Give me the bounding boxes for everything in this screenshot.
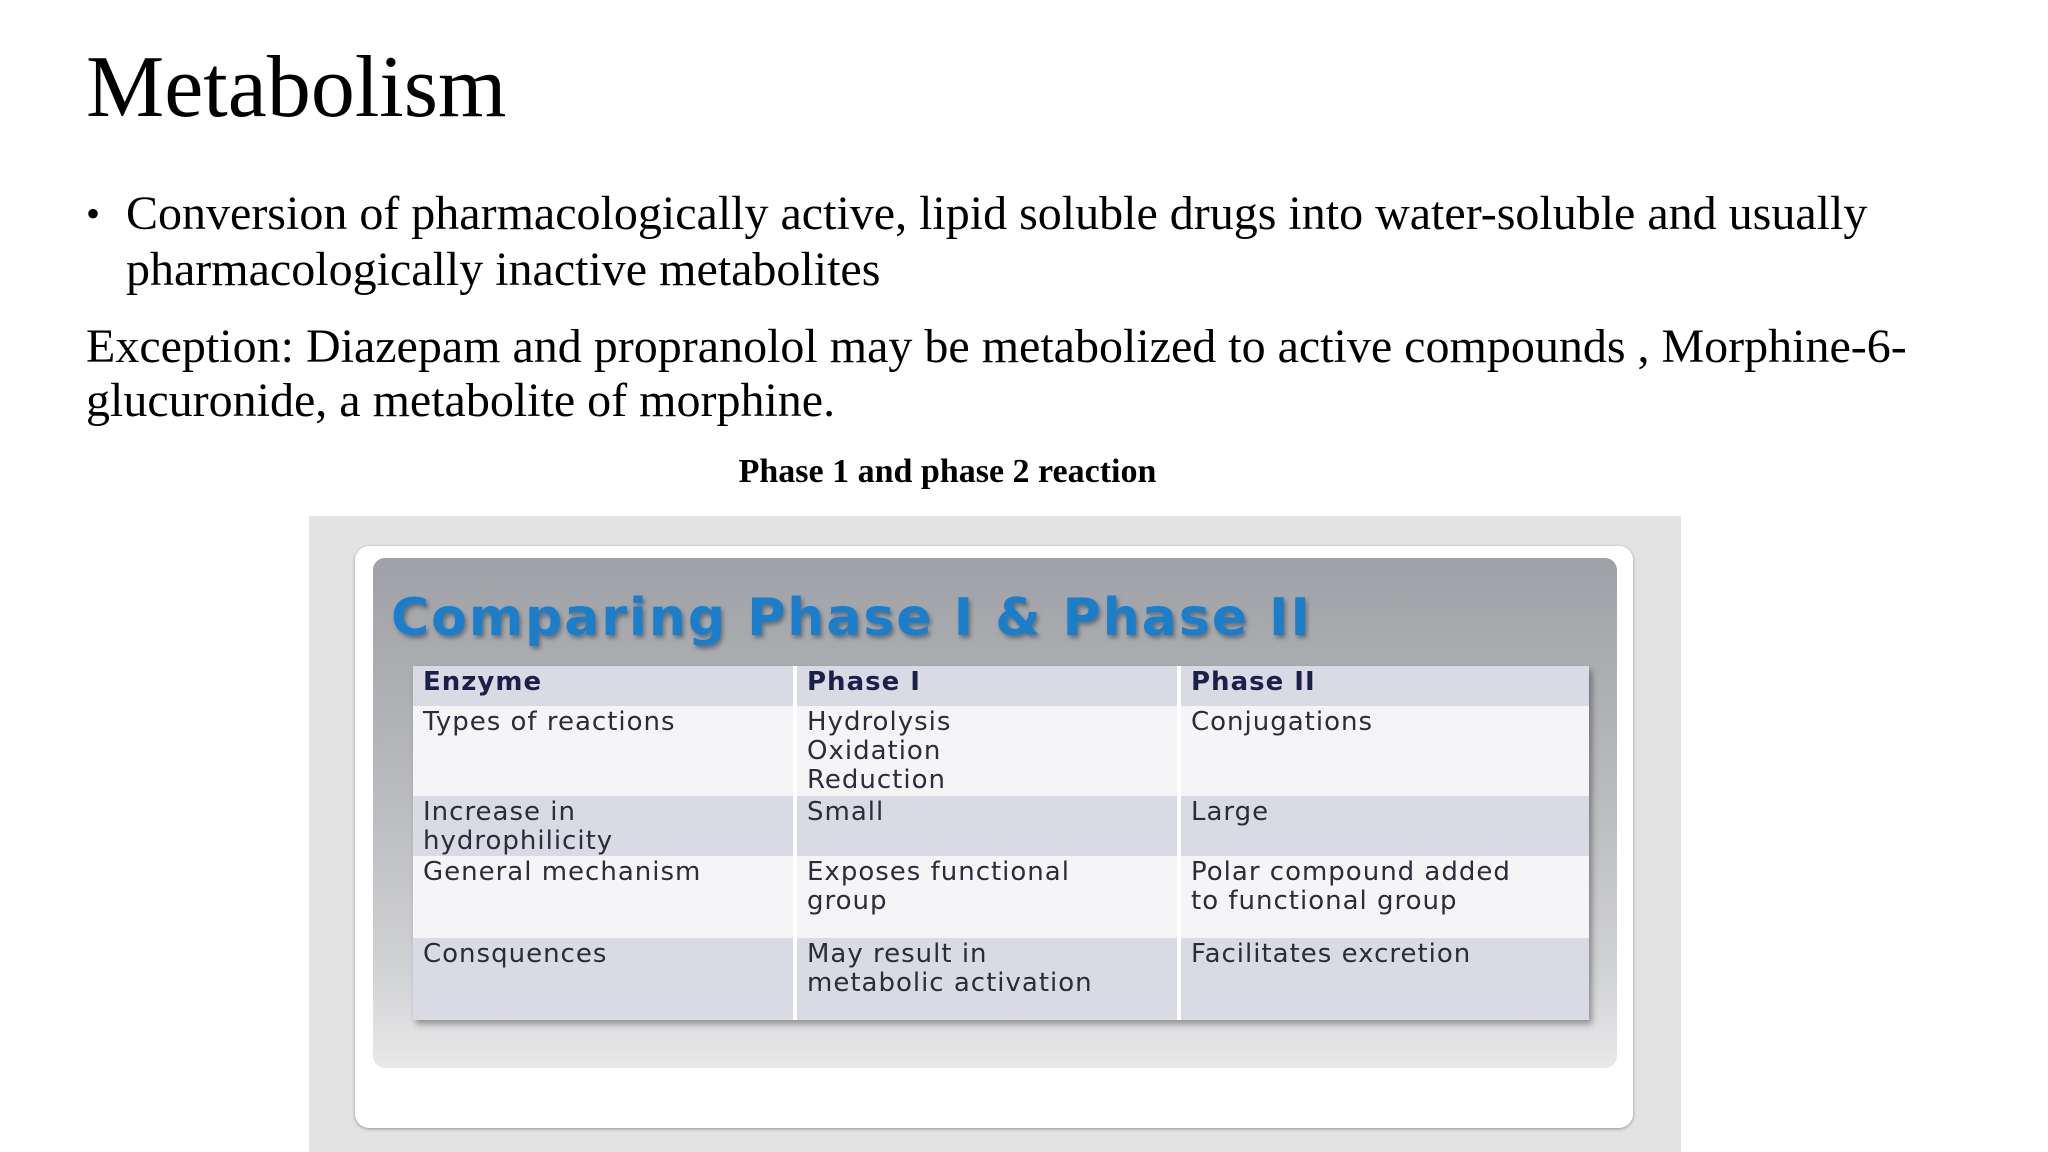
table-row bbox=[413, 856, 1589, 938]
cell-text-line: Large bbox=[1191, 797, 1270, 827]
row-label-cell bbox=[413, 706, 795, 796]
row-label-cell bbox=[413, 938, 795, 1020]
cell-text-line: Conjugations bbox=[1191, 707, 1374, 737]
cell-text-line: Increase in bbox=[423, 797, 576, 827]
comparison-image bbox=[309, 516, 1681, 1152]
figure-caption: Phase 1 and phase 2 reaction bbox=[738, 453, 1157, 490]
header-phase-1: Phase I bbox=[795, 666, 1179, 706]
cell-text-line: General mechanism bbox=[423, 857, 702, 887]
cell-text-line: group bbox=[807, 886, 888, 916]
slide-title: Metabolism bbox=[86, 39, 507, 136]
phase-1-cell bbox=[795, 706, 1179, 796]
cell-text-line: May result in bbox=[807, 939, 988, 969]
cell-text-line: Oxidation bbox=[807, 736, 942, 766]
cell-text-line: Polar compound added bbox=[1191, 857, 1511, 887]
phase-2-cell bbox=[1179, 796, 1589, 856]
row-label-cell bbox=[413, 796, 795, 856]
phase-1-cell bbox=[795, 938, 1179, 1020]
cell-text-line: Reduction bbox=[807, 765, 946, 795]
phase-1-cell bbox=[795, 796, 1179, 856]
table-row bbox=[413, 938, 1589, 1020]
cell-text-line: metabolic activation bbox=[807, 968, 1093, 998]
table-row bbox=[413, 796, 1589, 856]
cell-text-line: Exposes functional bbox=[807, 857, 1070, 887]
image-card bbox=[355, 546, 1633, 1128]
image-heading: Comparing Phase I & Phase II bbox=[391, 588, 1312, 648]
table-header-row bbox=[413, 666, 1589, 706]
exception-text: Exception: Diazepam and propranolol may be metabolized to active compounds , Morphine-6- glucuronide, a metabolite of morphine. bbox=[86, 320, 1907, 427]
phase-1-cell bbox=[795, 856, 1179, 938]
cell-text-line: Consquences bbox=[423, 939, 608, 969]
image-panel bbox=[373, 558, 1617, 1068]
cell-text-line: Small bbox=[807, 797, 885, 827]
cell-text-line: Facilitates excretion bbox=[1191, 939, 1472, 969]
cell-text-line: to functional group bbox=[1191, 886, 1458, 916]
cell-text-line: Hydrolysis bbox=[807, 707, 952, 737]
phase-2-cell bbox=[1179, 856, 1589, 938]
row-label-cell bbox=[413, 856, 795, 938]
bullet-marker: • bbox=[86, 191, 101, 236]
table-row bbox=[413, 706, 1589, 796]
header-phase-2: Phase II bbox=[1179, 666, 1589, 706]
phase-2-cell bbox=[1179, 706, 1589, 796]
phase-2-cell bbox=[1179, 938, 1589, 1020]
cell-text-line: Types of reactions bbox=[423, 707, 676, 737]
comparison-table bbox=[413, 666, 1589, 1020]
cell-text-line: hydrophilicity bbox=[423, 826, 614, 856]
header-enzyme: Enzyme bbox=[423, 667, 543, 697]
bullet-text: Conversion of pharmacologically active, lipid soluble drugs into water-soluble and usually pharmacologically inactive metabolites bbox=[126, 187, 1868, 296]
